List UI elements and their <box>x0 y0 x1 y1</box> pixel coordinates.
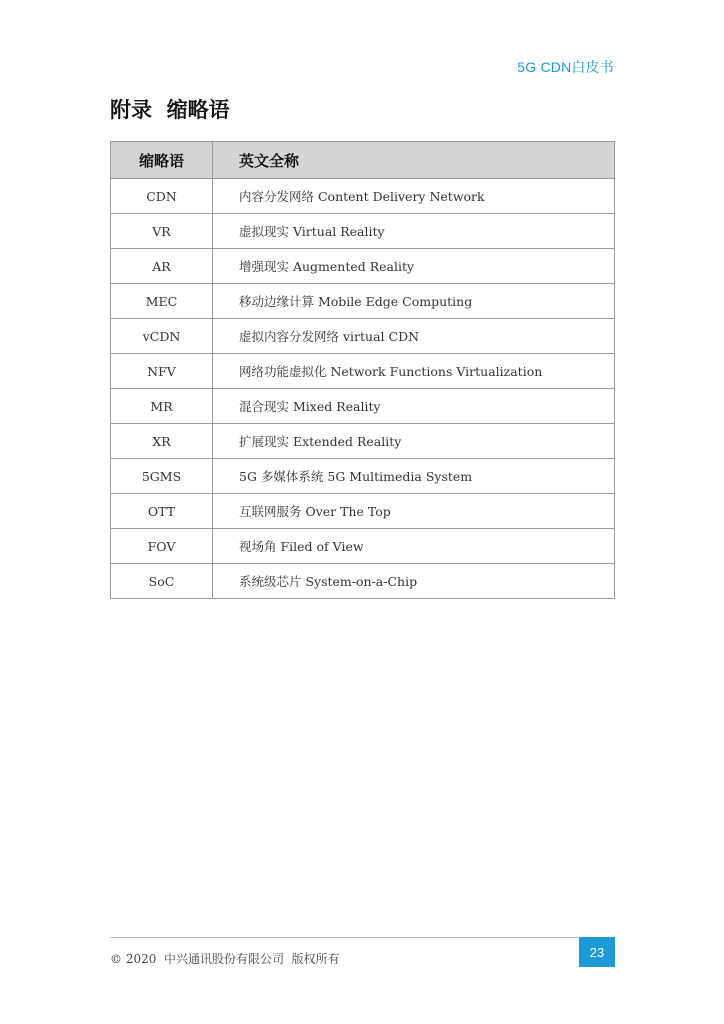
column-header-full-name: 英文全称 <box>213 142 615 179</box>
abbreviation-cell: vCDN <box>111 319 213 354</box>
full-name-cell: 移动边缘计算 Mobile Edge Computing <box>213 284 615 319</box>
abbreviation-cell: FOV <box>111 529 213 564</box>
table-row <box>111 354 615 389</box>
full-name-cell: 增强现实 Augmented Reality <box>213 249 615 284</box>
abbreviation-cell: CDN <box>111 179 213 214</box>
full-name-cell: 虚拟内容分发网络 virtual CDN <box>213 319 615 354</box>
table-row <box>111 319 615 354</box>
abbreviation-cell: MR <box>111 389 213 424</box>
table-row <box>111 424 615 459</box>
full-name-cell: 内容分发网络 Content Delivery Network <box>213 179 615 214</box>
page-number-badge: 23 <box>579 937 615 967</box>
full-name-cell: 互联网服务 Over The Top <box>213 494 615 529</box>
full-name-cell: 扩展现实 Extended Reality <box>213 424 615 459</box>
full-name-cell: 网络功能虚拟化 Network Functions Virtualization <box>213 354 615 389</box>
abbreviation-cell: 5GMS <box>111 459 213 494</box>
table-row <box>111 529 615 564</box>
table-row <box>111 389 615 424</box>
abbreviation-cell: MEC <box>111 284 213 319</box>
abbreviation-cell: NFV <box>111 354 213 389</box>
table-row <box>111 564 615 599</box>
table-row <box>111 284 615 319</box>
footer-divider <box>110 937 578 938</box>
full-name-cell: 系统级芯片 System-on-a-Chip <box>213 564 615 599</box>
abbreviation-cell: SoC <box>111 564 213 599</box>
footer-copyright: © 2020 中兴通讯股份有限公司 版权所有 <box>110 952 340 966</box>
page-title: 附录 缩略语 <box>110 98 230 122</box>
full-name-cell: 虚拟现实 Virtual Reality <box>213 214 615 249</box>
table-row <box>111 214 615 249</box>
table-row <box>111 249 615 284</box>
column-header-abbreviation: 缩略语 <box>111 142 213 179</box>
abbreviation-table <box>110 141 615 599</box>
abbreviation-cell: OTT <box>111 494 213 529</box>
abbreviation-cell: XR <box>111 424 213 459</box>
table-row <box>111 179 615 214</box>
abbreviation-cell: AR <box>111 249 213 284</box>
document-header-title: 5G CDN白皮书 <box>517 59 614 75</box>
full-name-cell: 5G 多媒体系统 5G Multimedia System <box>213 459 615 494</box>
table-header-row <box>111 142 615 179</box>
abbreviation-cell: VR <box>111 214 213 249</box>
full-name-cell: 混合现实 Mixed Reality <box>213 389 615 424</box>
table-row <box>111 494 615 529</box>
table-row <box>111 459 615 494</box>
full-name-cell: 视场角 Filed of View <box>213 529 615 564</box>
